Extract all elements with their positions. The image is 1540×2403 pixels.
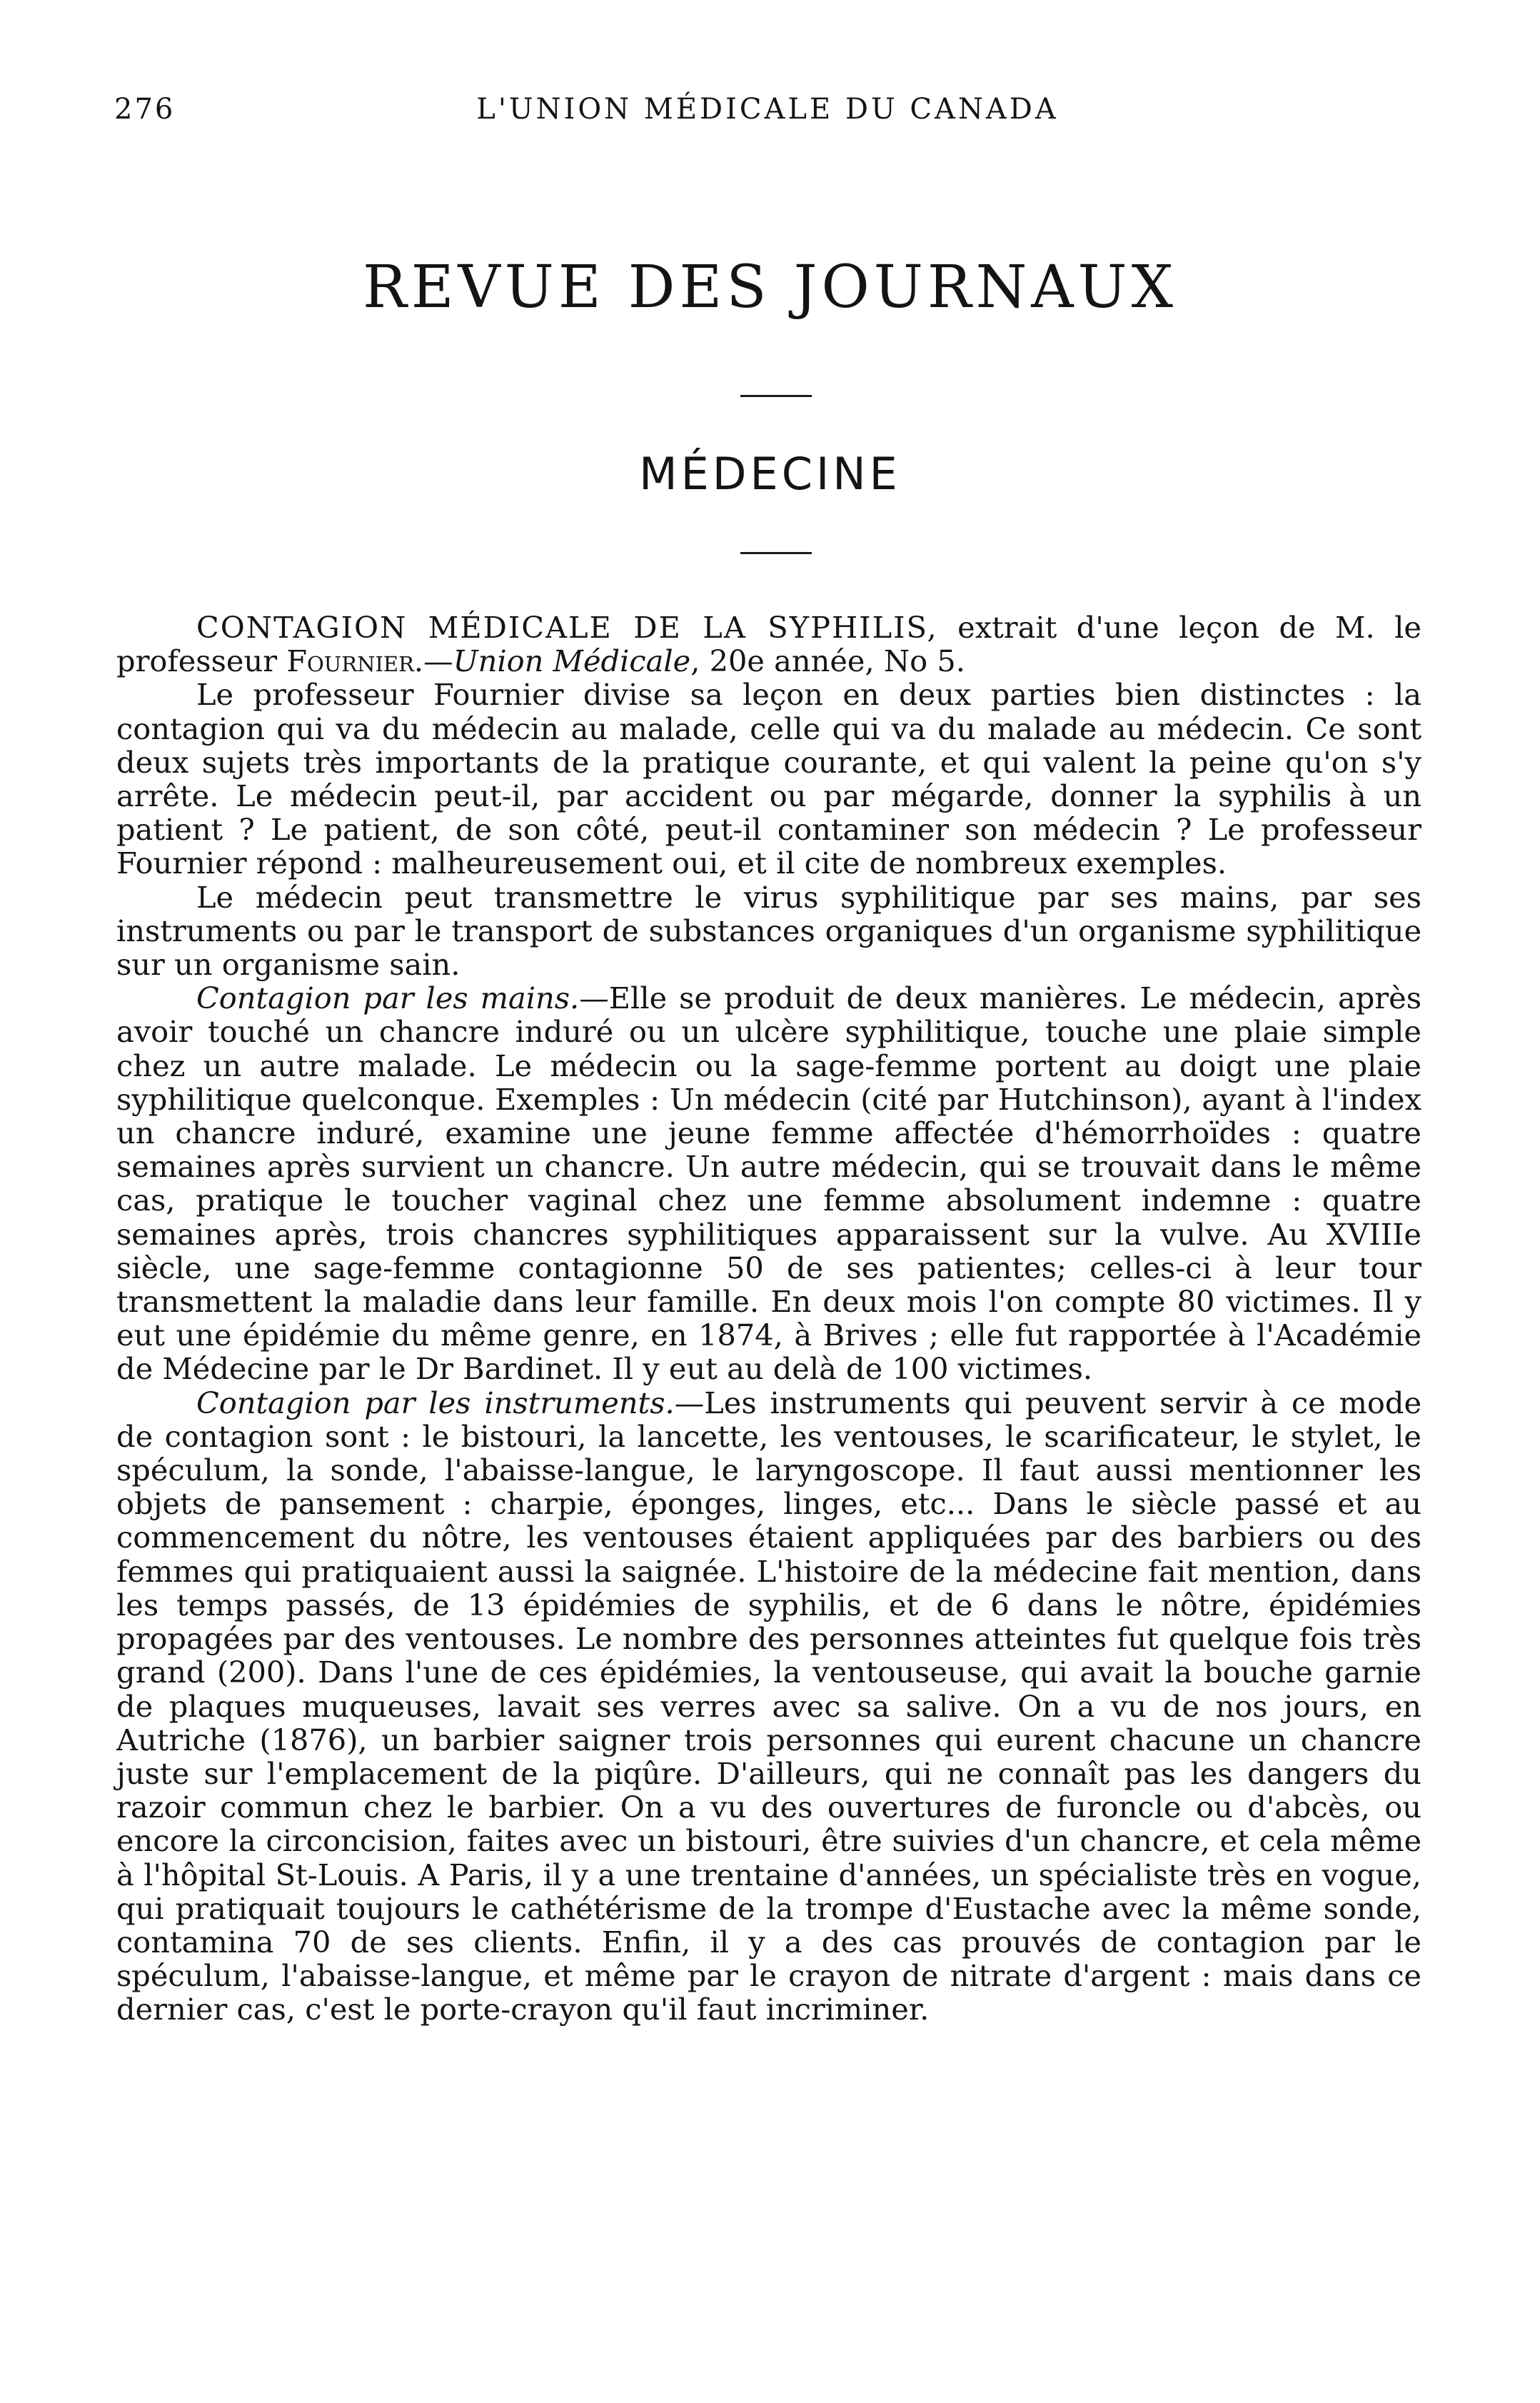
main-title: REVUE DES JOURNAUX [362, 254, 1178, 321]
journal-title: L'UNION MÉDICALE DU CANADA [476, 93, 1059, 126]
section-divider [740, 552, 812, 554]
source-dash: .— [413, 643, 453, 679]
hands-subheading: Contagion par les mains. [196, 980, 580, 1016]
running-head [114, 93, 1421, 136]
paragraph-hands [116, 981, 1421, 1385]
article-body [116, 611, 1421, 2027]
title-divider [740, 395, 812, 397]
article-heading-rest: extrait d'une leçon de M. le professeur [116, 610, 1421, 679]
article-heading: CONTAGION MÉDICALE DE LA SYPHILIS, [196, 610, 938, 645]
article-heading-paragraph [116, 611, 1421, 678]
paragraph-transmission: Le médecin peut transmettre le virus syphilitique par ses mains, par ses instruments ou par le transport de substances organiques d'un organisme syphilitique sur un organisme sain. [116, 879, 1421, 983]
paragraph-instruments [116, 1386, 1421, 2027]
page-number: 276 [114, 93, 176, 126]
source-details: , 20e année, No 5. [690, 643, 965, 679]
instruments-subheading: Contagion par les instruments. [196, 1385, 675, 1420]
hands-text: —Elle se produit de deux manières. Le médecin, après avoir touché un chancre induré ou un ulcère syphilitique, touche une plaie simple chez un autre malade. Le médecin ou la sage-femme portent au doigt une plaie syphilitique quelconque. Exemples : Un médecin (cité par Hutchinson), ayant à l'index un chancre induré, examine une jeune femme affectée d'hémorrhoïdes : quatre semaines après survient un chancre. Un autre médecin, qui se trouvait dans le même cas, pratique le toucher vaginal chez une femme absolument indemne : quatre semaines après, trois chancres syphilitiques apparaissent sur la vulve. Au XVIIIe siècle, une sage-femme contagionne 50 de ses patientes; celles-ci à leur tour transmettent la maladie dans leur famille. En deux mois l'on compte 80 victimes. Il y eut une épidémie du même genre, en 1874, à Brives ; elle fut rapportée à l'Académie de Médecine par le Dr Bardinet. Il y eut au delà de 100 victimes. [116, 980, 1422, 1387]
source-journal: Union Médicale [453, 643, 691, 679]
author-name: Fournier [286, 643, 414, 679]
section-title: MÉDECINE [639, 448, 901, 500]
paragraph-intro: Le professeur Fournier divise sa leçon en deux parties bien distinctes : la contagion qui va du médecin au malade, celle qui va du malade au médecin. Ce sont deux sujets très importants de la pratique courante, et qui valent la peine qu'on s'y arrête. Le médecin peut-il, par accident ou par mégarde, donner la syphilis à un patient ? Le patient, de son côté, peut-il contaminer son médecin ? Le professeur Fournier répond : malheureusement oui, et il cite de nombreux exemples. [116, 677, 1421, 881]
instruments-text: —Les instruments qui peuvent servir à ce mode de contagion sont : le bistouri, la lancette, les ventouses, le scarificateur, le stylet, le spéculum, la sonde, l'abaisse-langue, le laryngoscope. Il faut aussi mentionner les objets de pansement : charpie, éponges, linges, etc... Dans le siècle passé et au commencement du nôtre, les ventouses étaient appliquées par des barbiers ou des femmes qui pratiquaient aussi la saignée. L'histoire de la médecine fait mention, dans les temps passés, de 13 épidémies de syphilis, et de 6 dans le nôtre, épidémies propagées par des ventouses. Le nombre des personnes atteintes fut quelque fois très grand (200). Dans l'une de ces épidémies, la ventouseuse, qui avait la bouche garnie de plaques muqueuses, lavait ses verres avec sa salive. On a vu de nos jours, en Autriche (1876), un barbier saigner trois personnes qui eurent chacune un chancre juste sur l'emplacement de la piqûre. D'ailleurs, qui ne connaît pas les dangers du razoir commun chez le barbier. On a vu des ouvertures de furoncle ou d'abcès, ou encore la circoncision, faites avec un bistouri, être suivies d'un chancre, et cela même à l'hôpital St-Louis. A Paris, il y a une trentaine d'années, un spécialiste très en vogue, qui pratiquait toujours le cathétérisme de la trompe d'Eustache avec la même sonde, contamina 70 de ses clients. Enfin, il y a des cas prouvés de contagion par le spéculum, l'abaisse-langue, et même par le crayon de nitrate d'argent : mais dans ce dernier cas, c'est le porte-crayon qu'il faut incriminer. [116, 1385, 1422, 2027]
